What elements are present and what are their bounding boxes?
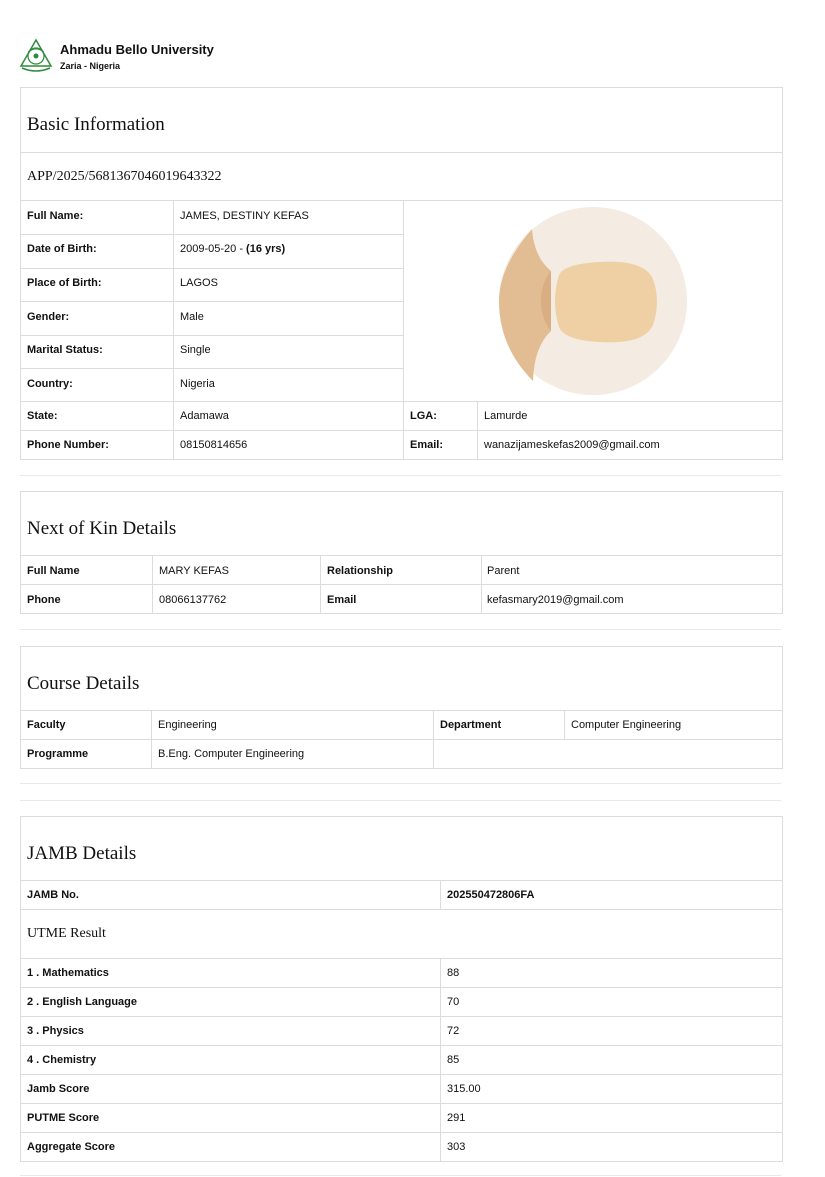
user-avatar-placeholder-icon [499, 207, 687, 395]
application-number: APP/2025/5681367046019643322 [27, 169, 222, 184]
aggregate-score-value: 303 [447, 1141, 466, 1153]
kin-phone-value: 08066137762 [159, 594, 227, 606]
divider [20, 475, 781, 476]
state-label: State: [27, 410, 58, 422]
section-title-course: Course Details [27, 673, 140, 694]
result-row-label: 2 . English Language [27, 996, 138, 1008]
jamb-details-section [20, 816, 783, 1162]
lga-label: LGA: [410, 410, 437, 422]
dob-date: 2009-05-20 - [180, 243, 247, 255]
next-of-kin-section [20, 491, 783, 614]
divider [20, 1175, 781, 1176]
divider [20, 800, 781, 801]
faculty-label: Faculty [27, 719, 66, 731]
lga-value: Lamurde [484, 410, 528, 422]
programme-label: Programme [27, 748, 89, 760]
section-title-jamb: JAMB Details [27, 843, 137, 864]
kin-relationship-value: Parent [487, 565, 520, 577]
section-title-basic: Basic Information [27, 114, 165, 135]
dob-label: Date of Birth: [27, 243, 97, 255]
place-of-birth-value: LAGOS [180, 277, 218, 289]
dob-value [180, 243, 285, 255]
programme-value: B.Eng. Computer Engineering [158, 748, 305, 760]
kin-email-value: kefasmary2019@gmail.com [487, 594, 624, 606]
department-label: Department [440, 719, 502, 731]
kin-phone-label: Phone [27, 594, 61, 606]
full-name-label: Full Name: [27, 210, 84, 222]
university-name: Ahmadu Bello University [60, 42, 214, 57]
result-row-value: 85 [447, 1054, 460, 1066]
phone-label: Phone Number: [27, 439, 109, 451]
result-row-value: 72 [447, 1025, 460, 1037]
section-title-kin: Next of Kin Details [27, 518, 177, 539]
jamb-no-value: 202550472806FA [447, 889, 535, 901]
basic-information-section [20, 87, 783, 460]
gender-label: Gender: [27, 311, 70, 323]
place-of-birth-label: Place of Birth: [27, 277, 102, 289]
abu-crest-icon [18, 38, 54, 72]
putme-score-value: 291 [447, 1112, 466, 1124]
kin-full-name-value: MARY KEFAS [159, 565, 229, 577]
result-row-label: 3 . Physics [27, 1025, 84, 1037]
email-label: Email: [410, 439, 444, 451]
department-value: Computer Engineering [571, 719, 682, 731]
marital-status-value: Single [180, 344, 211, 356]
state-value: Adamawa [180, 410, 229, 422]
gender-value: Male [180, 311, 204, 323]
result-row-value: 70 [447, 996, 460, 1008]
divider [20, 629, 781, 630]
jamb-score-label: Jamb Score [27, 1083, 90, 1095]
jamb-score-value: 315.00 [447, 1083, 481, 1095]
divider [20, 783, 781, 784]
jamb-no-label: JAMB No. [27, 889, 79, 901]
result-row-label: 1 . Mathematics [27, 967, 109, 979]
university-location: Zaria - Nigeria [60, 61, 121, 71]
full-name-value: JAMES, DESTINY KEFAS [180, 210, 309, 222]
aggregate-score-label: Aggregate Score [27, 1141, 116, 1153]
kin-full-name-label: Full Name [27, 565, 80, 577]
phone-value: 08150814656 [180, 439, 248, 451]
dob-age: (16 yrs) [246, 243, 286, 255]
marital-status-label: Marital Status: [27, 344, 103, 356]
faculty-value: Engineering [158, 719, 217, 731]
course-details-section [20, 646, 783, 769]
country-value: Nigeria [180, 378, 215, 390]
country-label: Country: [27, 378, 73, 390]
email-value: wanazijameskefas2009@gmail.com [484, 439, 660, 451]
putme-score-label: PUTME Score [27, 1112, 100, 1124]
kin-email-label: Email [327, 594, 357, 606]
result-row-value: 88 [447, 967, 460, 979]
result-row-label: 4 . Chemistry [27, 1054, 97, 1066]
kin-relationship-label: Relationship [327, 565, 394, 577]
utme-result-title: UTME Result [27, 926, 106, 941]
